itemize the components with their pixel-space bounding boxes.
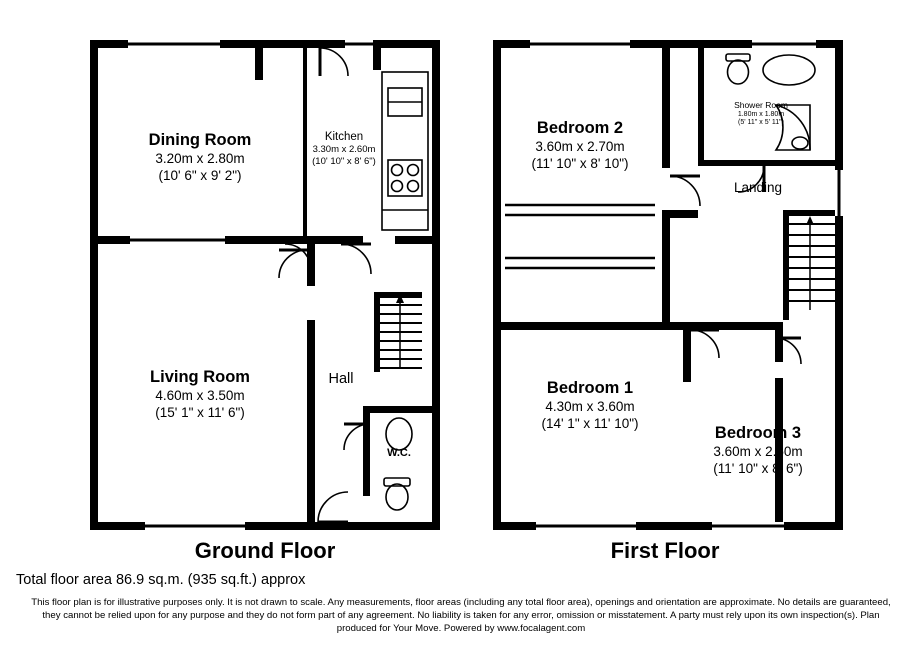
room-dimension-metric: 4.60m x 3.50m (155, 387, 245, 403)
floor-title-ground: Ground Floor (194, 538, 336, 563)
room-dimension-metric: 1.80m x 1.80m (737, 110, 785, 118)
room-dimension-imperial: (14' 1" x 11' 10") (541, 415, 639, 431)
room-dimension-imperial: (5' 11" x 5' 11") (738, 119, 784, 127)
room-label-shower-room (706, 100, 816, 128)
disclaimer-line-3: produced for Your Move. Powered by www.focalagent.com (336, 623, 586, 635)
room-dimension-imperial: (10' 10" x 8' 6") (312, 156, 376, 168)
room-label-dining-room (94, 130, 306, 184)
room-name: Dining Room (148, 131, 252, 149)
room-name: Bedroom 2 (536, 119, 624, 137)
room-dimension-metric: 3.60m x 2.70m (535, 138, 625, 154)
room-name: Bedroom 3 (714, 424, 802, 442)
disclaimer (0, 596, 922, 636)
room-label-bedroom-1 (510, 378, 670, 432)
room-dimension-imperial: (11' 10" x 8' 10") (531, 155, 629, 171)
room-label-wc: W.C. (387, 447, 411, 459)
room-label-bedroom-2 (500, 118, 660, 172)
room-dimension-metric: 3.20m x 2.80m (155, 150, 245, 166)
room-label-kitchen (305, 130, 383, 168)
total-floor-area: Total floor area 86.9 sq.m. (935 sq.ft.) approx (16, 572, 306, 588)
room-name: Shower Room (734, 100, 788, 110)
room-label-living-room (94, 367, 306, 421)
disclaimer-line-2: they cannot be relied upon for any purpose and they do not form part of any agreement. No liability is taken for any error, omission or misstatement. A party must rely upon its own inspection(s). Plan (42, 610, 880, 622)
room-name: Bedroom 1 (546, 379, 634, 397)
room-dimension-imperial: (15' 1" x 11' 6") (155, 404, 245, 420)
room-label-bedroom-3 (678, 423, 838, 477)
room-label-landing: Landing (733, 180, 783, 195)
room-name: Living Room (150, 368, 250, 386)
room-dimension-imperial: (10' 6" x 9' 2") (158, 167, 242, 183)
disclaimer-line-1: This floor plan is for illustrative purposes only. It is not drawn to scale. Any measurements, floor areas (including any total floor area), openings and orientation are approximate. No details are guaranteed, (31, 597, 891, 608)
room-label-hall: Hall (328, 371, 354, 387)
room-dimension-metric: 4.30m x 3.60m (545, 398, 635, 414)
room-dimension-imperial: (11' 10" x 8' 6") (713, 460, 803, 476)
room-dimension-metric: 3.30m x 2.60m (312, 144, 376, 156)
room-name: Kitchen (324, 131, 364, 143)
floor-title-first: First Floor (610, 538, 720, 563)
room-dimension-metric: 3.60m x 2.60m (713, 443, 803, 459)
